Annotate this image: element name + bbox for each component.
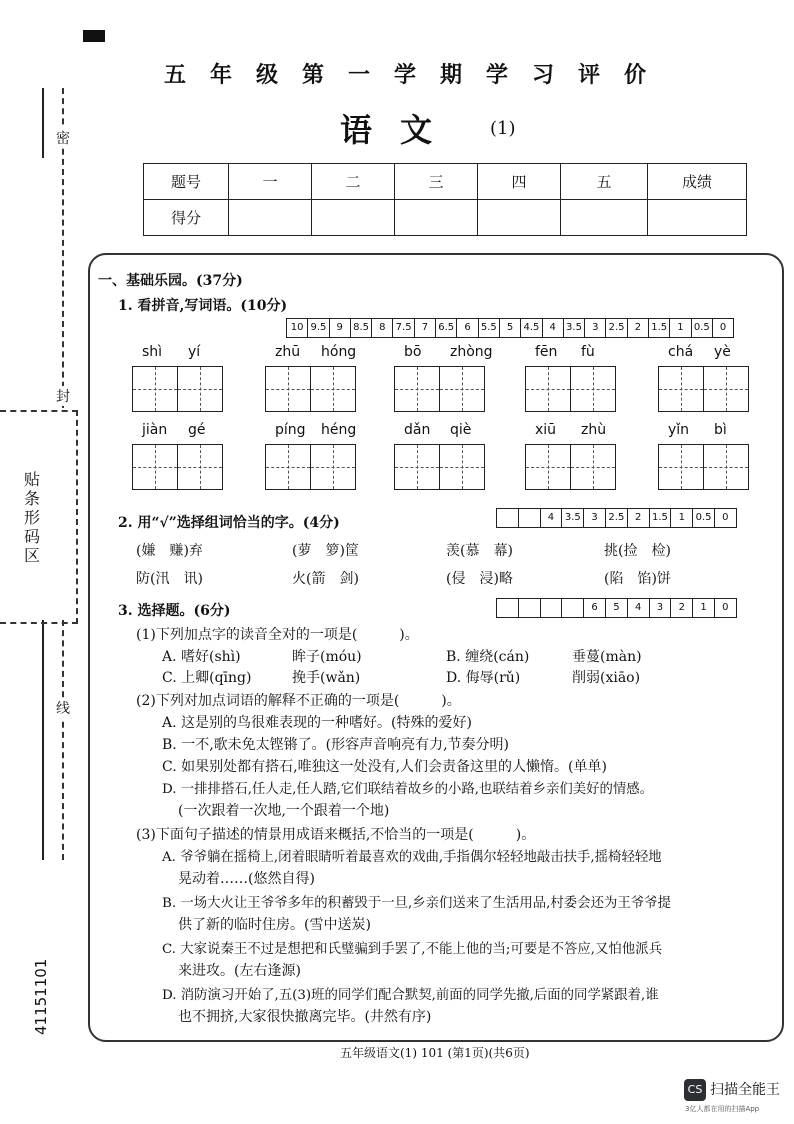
score-strip-cell[interactable]: 0.5 — [692, 319, 713, 337]
writing-cell[interactable] — [704, 445, 748, 489]
q3-sub2-option-note: (一次跟着一次地,一个跟着一个地) — [178, 803, 390, 819]
score-table-header-tihao: 题号 — [144, 164, 229, 200]
q3-sub2-option: D. 一排排搭石,任人走,任人踏,它们联结着故乡的小路,也联结着乡亲们美好的情感。 — [162, 782, 654, 797]
q2-item: (侵 浸)略 — [446, 571, 513, 587]
score-cell[interactable] — [229, 200, 312, 236]
score-strip-cell[interactable]: 1.5 — [649, 319, 670, 337]
score-strip-cell[interactable]: 0 — [722, 602, 729, 613]
q3-sub1: (1)下列加点字的读音全对的一项是( )。 — [136, 627, 419, 643]
score-strip-cell[interactable]: 0 — [722, 512, 729, 523]
side-code-number: 41151101 — [32, 958, 50, 1035]
score-cell[interactable] — [478, 200, 561, 236]
score-strip-cell[interactable]: 3 — [584, 509, 606, 527]
pinyin-syllable: shì — [142, 344, 163, 360]
q3-sub1-option: 削弱(xiāo) — [572, 670, 641, 686]
score-strip-cell[interactable]: 2 — [628, 319, 649, 337]
score-strip-cell[interactable]: 6.5 — [436, 319, 457, 337]
writing-cell[interactable] — [704, 367, 748, 411]
q3-sub3-option: C. 大家说秦王不过是想把和氏璧骗到手罢了,不能上他的当;可要是不答应,又怕他派兵 — [162, 942, 662, 957]
writing-cell[interactable] — [311, 445, 355, 489]
q3-sub2-option: B. 一不,歌未免太铿锵了。(形容声音响亮有力,节奏分明) — [162, 737, 510, 753]
score-strip-cell[interactable]: 8.5 — [351, 319, 372, 337]
barcode-area-label: 贴条形码区 — [24, 470, 41, 565]
writing-cell[interactable] — [311, 367, 355, 411]
q1-title: 1. 看拼音,写词语。(10分) — [118, 298, 288, 314]
score-cell[interactable] — [561, 200, 648, 236]
score-cell[interactable] — [395, 200, 478, 236]
writing-cell[interactable] — [395, 445, 440, 489]
writing-cell[interactable] — [440, 367, 484, 411]
writing-grid[interactable] — [132, 366, 223, 412]
pinyin-syllable: gé — [188, 422, 206, 438]
q3-sub1-option: 垂蔓(màn) — [572, 649, 642, 665]
score-strip-cell[interactable]: 4 — [628, 599, 650, 617]
score-strip-cell[interactable]: 9.5 — [308, 319, 329, 337]
score-strip-cell[interactable]: 9 — [330, 319, 351, 337]
writing-cell[interactable] — [395, 367, 440, 411]
score-table-row-label: 得分 — [144, 200, 229, 236]
pinyin-syllable: héng — [321, 422, 357, 438]
q3-sub1-option: B. 缠绕(cán) — [446, 649, 530, 665]
score-strip-cell[interactable]: 3.5 — [562, 509, 584, 527]
pinyin-syllable: yè — [714, 344, 731, 360]
pinyin-syllable: yí — [188, 344, 201, 360]
q3-sub3-option-cont: 来进攻。(左右逢源) — [178, 963, 301, 979]
exam-title: 五年级第一学期学习评价 — [163, 62, 670, 88]
writing-cell[interactable] — [571, 367, 615, 411]
q3-sub3-option-cont: 供了新的临时住房。(雪中送炭) — [178, 917, 371, 933]
q2-item: (陷 馅)饼 — [604, 571, 671, 587]
q3-sub1-option: 挽手(wǎn) — [292, 670, 361, 686]
q3-sub2: (2)下列对加点词语的解释不正确的一项是( )。 — [136, 693, 461, 709]
score-strip-cell[interactable] — [497, 599, 519, 617]
scanner-watermark-tagline: 3亿人都在用的扫描App — [685, 1105, 760, 1113]
score-strip-cell[interactable]: 2.5 — [606, 319, 627, 337]
section1-heading: 一、基础乐园。(37分) — [98, 273, 243, 289]
score-strip-cell[interactable]: 6 — [584, 599, 606, 617]
score-strip-cell[interactable]: 4.5 — [521, 319, 542, 337]
q2-score-strip — [496, 508, 737, 528]
writing-cell[interactable] — [133, 367, 178, 411]
score-strip-cell[interactable]: 4 — [541, 509, 563, 527]
q3-score-strip — [496, 598, 737, 618]
writing-grid[interactable] — [265, 366, 356, 412]
q1-score-strip — [286, 318, 734, 338]
score-strip-cell[interactable] — [519, 509, 541, 527]
score-strip-cell[interactable]: 6 — [457, 319, 478, 337]
scanner-logo-icon: CS — [684, 1079, 706, 1101]
pinyin-syllable: zhòng — [450, 344, 493, 360]
writing-cell[interactable] — [266, 367, 311, 411]
q3-sub1-option: 眸子(móu) — [292, 649, 362, 665]
score-strip-cell[interactable] — [562, 599, 584, 617]
score-strip-cell[interactable]: 7.5 — [393, 319, 414, 337]
score-cell[interactable] — [648, 200, 747, 236]
score-strip-cell[interactable]: 0 — [719, 322, 727, 333]
pinyin-syllable: fù — [581, 344, 595, 360]
score-table-header-2: 二 — [312, 164, 395, 200]
page-footer: 五年级语文(1) 101 (第1页)(共6页) — [340, 1046, 530, 1060]
writing-cell[interactable] — [178, 445, 222, 489]
q3-sub3: (3)下面句子描述的情景用成语来概括,不恰当的一项是( )。 — [136, 827, 536, 843]
pinyin-syllable: yǐn — [668, 422, 690, 438]
score-strip-cell[interactable]: 5.5 — [479, 319, 500, 337]
binding-solid-line-bottom — [42, 620, 44, 860]
score-strip-cell[interactable]: 5 — [606, 599, 628, 617]
pinyin-syllable: jiàn — [142, 422, 168, 438]
q2-title: 2. 用“√”选择组词恰当的字。(4分) — [118, 515, 340, 531]
writing-grid[interactable] — [525, 366, 616, 412]
pinyin-syllable: píng — [275, 422, 306, 438]
writing-cell[interactable] — [178, 367, 222, 411]
writing-grid[interactable] — [658, 366, 749, 412]
score-strip-cell[interactable]: 5 — [500, 319, 521, 337]
writing-cell[interactable] — [659, 367, 704, 411]
score-cell[interactable] — [312, 200, 395, 236]
pinyin-syllable: zhū — [275, 344, 301, 360]
score-strip-cell[interactable] — [519, 599, 541, 617]
pinyin-syllable: fēn — [535, 344, 558, 360]
writing-grid[interactable] — [658, 444, 749, 490]
score-strip-cell[interactable]: 4 — [543, 319, 564, 337]
score-strip-cell[interactable]: 1 — [670, 319, 691, 337]
score-table-header-1: 一 — [229, 164, 312, 200]
score-table-header-total: 成绩 — [648, 164, 747, 200]
writing-cell[interactable] — [266, 445, 311, 489]
q3-sub3-option-cont: 晃动着……(悠然自得) — [178, 871, 315, 887]
score-strip-cell[interactable]: 1.5 — [650, 509, 672, 527]
corner-mark — [83, 30, 105, 42]
pinyin-syllable: zhù — [581, 422, 607, 438]
q3-sub2-option: C. 如果别处都有搭石,唯独这一处没有,人们会责备这里的人懒惰。(单单) — [162, 759, 607, 775]
subject-title: 语文 — [340, 111, 461, 149]
writing-cell[interactable] — [133, 445, 178, 489]
score-strip-cell[interactable]: 2 — [628, 509, 650, 527]
writing-cell[interactable] — [526, 367, 571, 411]
q2-item: (萝 箩)筐 — [292, 543, 359, 559]
pinyin-syllable: bì — [714, 422, 727, 438]
q2-item: 防(汛 讯) — [136, 571, 203, 587]
score-strip-cell[interactable]: 3 — [585, 319, 606, 337]
side-label-xian: 线 — [56, 698, 70, 718]
q3-sub3-option: B. 一场大火让王爷爷多年的积蓄毁于一旦,乡亲们送来了生活用品,村委会还为王爷爷提 — [162, 896, 671, 911]
writing-cell[interactable] — [571, 445, 615, 489]
q3-sub1-option: C. 上卿(qīng) — [162, 670, 252, 686]
q2-item: (嫌 赚)弃 — [136, 543, 203, 559]
score-table — [143, 163, 747, 236]
q3-sub3-option-cont: 也不拥挤,大家很快撤离完毕。(井然有序) — [178, 1009, 432, 1025]
pinyin-syllable: chá — [668, 344, 694, 360]
pinyin-syllable: dǎn — [404, 422, 431, 438]
writing-grid[interactable] — [265, 444, 356, 490]
side-label-mi: 密 — [56, 128, 70, 148]
side-label-feng: 封 — [56, 386, 70, 406]
binding-dashed-line-bottom — [62, 620, 64, 860]
score-strip-cell[interactable]: 8 — [372, 319, 393, 337]
writing-grid[interactable] — [394, 366, 485, 412]
score-strip-cell[interactable]: 1 — [671, 509, 693, 527]
score-strip-cell[interactable]: 0.5 — [693, 509, 715, 527]
scanner-watermark-name: 扫描全能王 — [710, 1082, 780, 1098]
q2-item: 羡(慕 幕) — [446, 543, 513, 559]
score-table-header-3: 三 — [395, 164, 478, 200]
pinyin-syllable: bō — [404, 344, 422, 360]
q2-item: 火(箭 剑) — [292, 571, 359, 587]
score-strip-cell[interactable]: 10 — [287, 319, 308, 337]
writing-grid[interactable] — [525, 444, 616, 490]
score-strip-cell[interactable] — [497, 509, 519, 527]
writing-cell[interactable] — [440, 445, 484, 489]
pinyin-syllable: qiè — [450, 422, 472, 438]
score-strip-cell[interactable]: 7 — [415, 319, 436, 337]
score-strip-cell[interactable]: 2 — [671, 599, 693, 617]
q3-sub3-option: D. 消防演习开始了,五(3)班的同学们配合默契,前面的同学先撤,后面的同学紧跟着,谁 — [162, 988, 659, 1003]
q3-sub1-option: D. 侮辱(rǔ) — [446, 670, 521, 686]
score-table-header-4: 四 — [478, 164, 561, 200]
binding-solid-line-top — [42, 88, 44, 158]
score-strip-cell[interactable]: 3.5 — [564, 319, 585, 337]
q3-title: 3. 选择题。(6分) — [118, 603, 231, 619]
score-strip-cell[interactable]: 1 — [693, 599, 715, 617]
writing-grid[interactable] — [132, 444, 223, 490]
score-strip-cell[interactable]: 3 — [650, 599, 672, 617]
writing-cell[interactable] — [659, 445, 704, 489]
score-table-header-5: 五 — [561, 164, 648, 200]
volume-number: (1) — [490, 118, 516, 139]
pinyin-syllable: xiū — [535, 422, 557, 438]
score-strip-cell[interactable] — [541, 599, 563, 617]
writing-cell[interactable] — [526, 445, 571, 489]
pinyin-syllable: hóng — [321, 344, 357, 360]
q3-sub1-option: A. 嗜好(shì) — [162, 649, 241, 665]
q3-sub2-option: A. 这是别的鸟很难表现的一种嗜好。(特殊的爱好) — [162, 715, 472, 731]
q3-sub3-option: A. 爷爷躺在摇椅上,闭着眼睛听着最喜欢的戏曲,手指偶尔轻轻地敲击扶手,摇椅轻轻地 — [162, 850, 662, 865]
q2-item: 挑(捡 检) — [604, 543, 671, 559]
score-strip-cell[interactable]: 2.5 — [606, 509, 628, 527]
writing-grid[interactable] — [394, 444, 485, 490]
